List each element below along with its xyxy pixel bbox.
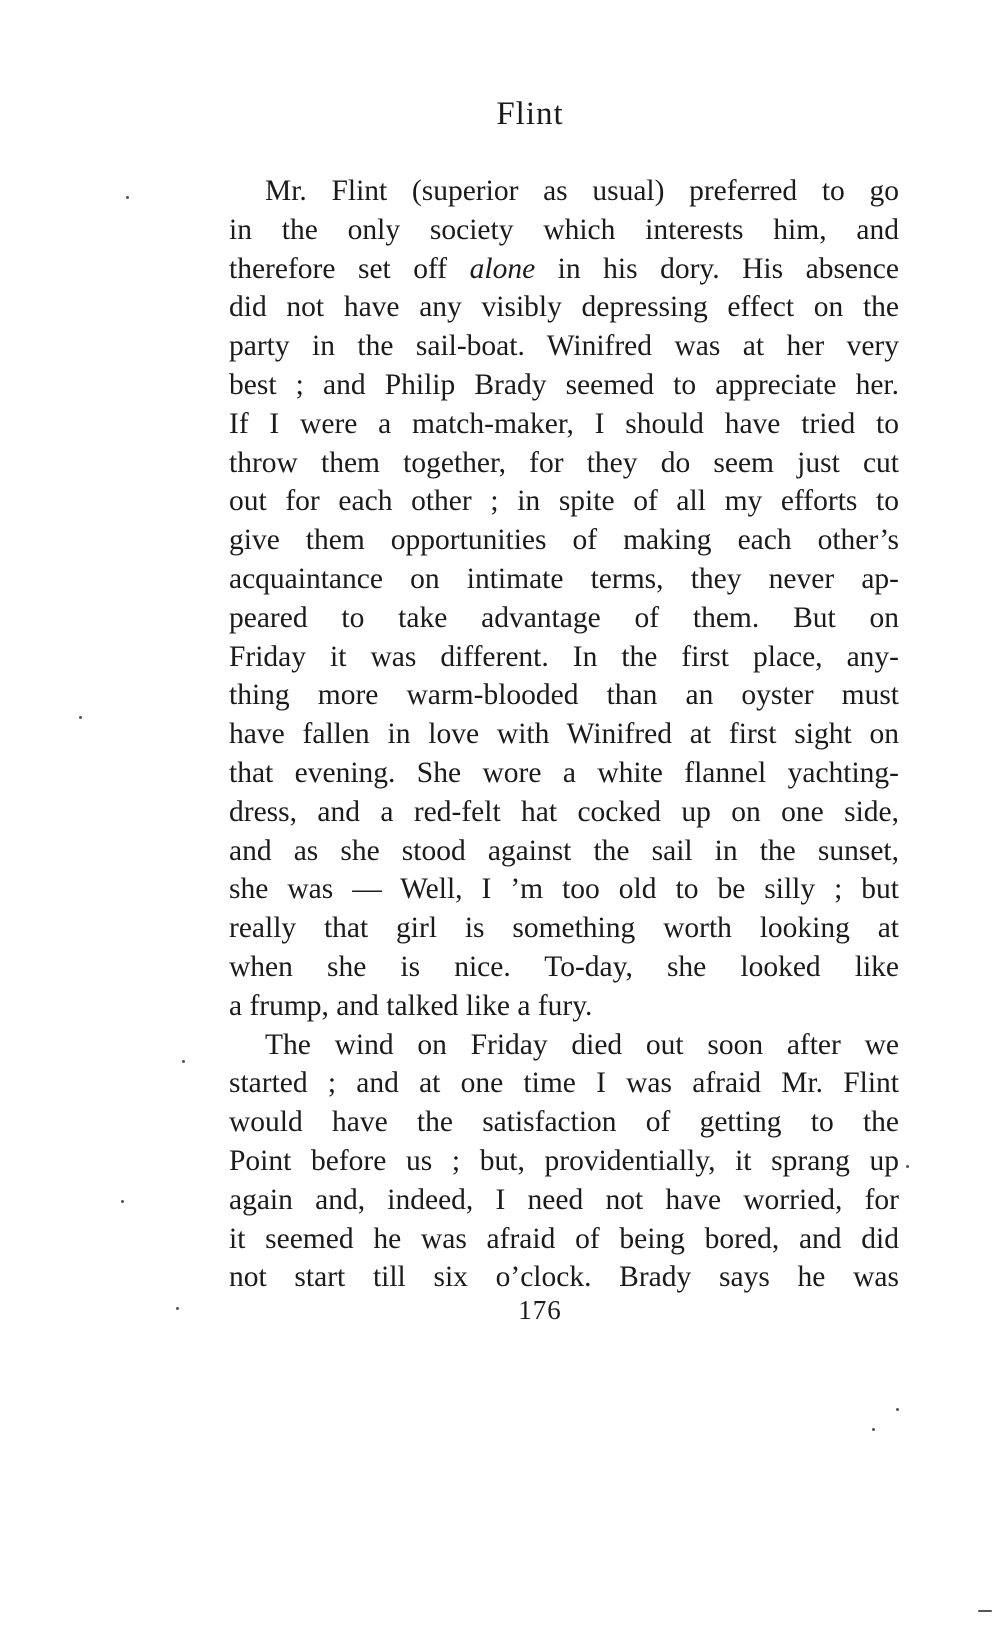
scan-speck [79, 716, 82, 719]
scan-speck [121, 1200, 124, 1203]
text-line: party in the sail-boat. Winifred was at her very [229, 330, 899, 363]
text-line: The wind on Friday died out soon after we [265, 1028, 899, 1061]
scan-speck [872, 1428, 875, 1431]
text-line: it seemed he was afraid of being bored, and did [229, 1222, 899, 1255]
text-line: Friday it was different. In the first place, any- [229, 640, 899, 673]
text-line: would have the satisfaction of getting to the [229, 1106, 899, 1139]
text-line: If I were a match-maker, I should have tried to [229, 407, 899, 440]
text-line: really that girl is something worth looking at [229, 912, 899, 945]
text-line: again and, indeed, I need not have worried, for [229, 1183, 899, 1216]
italic-word: alone [469, 252, 536, 285]
text-line: dress, and a red-felt hat cocked up on one side, [229, 795, 899, 828]
text-line: throw them together, for they do seem just cut [229, 446, 899, 479]
scan-speck [126, 196, 129, 199]
text-line: out for each other ; in spite of all my efforts to [229, 485, 899, 518]
scan-speck [182, 1060, 185, 1063]
text-line: a frump, and talked like a fury. [229, 989, 593, 1022]
text-line-segment: in his dory. His absence [535, 252, 899, 285]
text-line: Mr. Flint (superior as usual) preferred to go [265, 175, 899, 207]
text-line: give them opportunities of making each other’s [229, 524, 899, 557]
text-line: thing more warm-blooded than an oyster must [229, 679, 899, 712]
scan-speck [906, 1165, 909, 1168]
text-line: Point before us ; but, providentially, it sprang up [229, 1144, 899, 1177]
text-line: peared to take advantage of them. But on [229, 601, 899, 634]
scan-speck [978, 1610, 992, 1612]
text-line: when she is nice. To-day, she looked like [229, 950, 899, 983]
text-line: and as she stood against the sail in the sunset, [229, 834, 899, 867]
text-line-segment: therefore set off [229, 252, 470, 285]
body-text [229, 172, 899, 1297]
text-line: acquaintance on intimate terms, they never ap- [229, 562, 899, 595]
text-line: did not have any visibly depressing effect on the [229, 291, 899, 324]
page-number: 176 [518, 1295, 562, 1325]
paragraph-1 [229, 172, 899, 1026]
text-line: not start till six o’clock. Brady says he was [229, 1261, 899, 1294]
scan-speck [896, 1408, 899, 1411]
text-line: best ; and Philip Brady seemed to appreciate her. [229, 368, 899, 401]
text-line: in the only society which interests him, and [229, 213, 899, 246]
text-line: that evening. She wore a white flannel yachting- [229, 756, 899, 789]
scan-speck [176, 1307, 179, 1310]
running-head: Flint [496, 96, 564, 132]
text-line: she was — Well, I ’m too old to be silly ; but [229, 873, 899, 906]
text-line [229, 250, 899, 289]
text-line: started ; and at one time I was afraid Mr. Flint [229, 1067, 899, 1100]
text-line: have fallen in love with Winifred at first sight on [229, 718, 899, 751]
paragraph-2 [229, 1026, 899, 1298]
